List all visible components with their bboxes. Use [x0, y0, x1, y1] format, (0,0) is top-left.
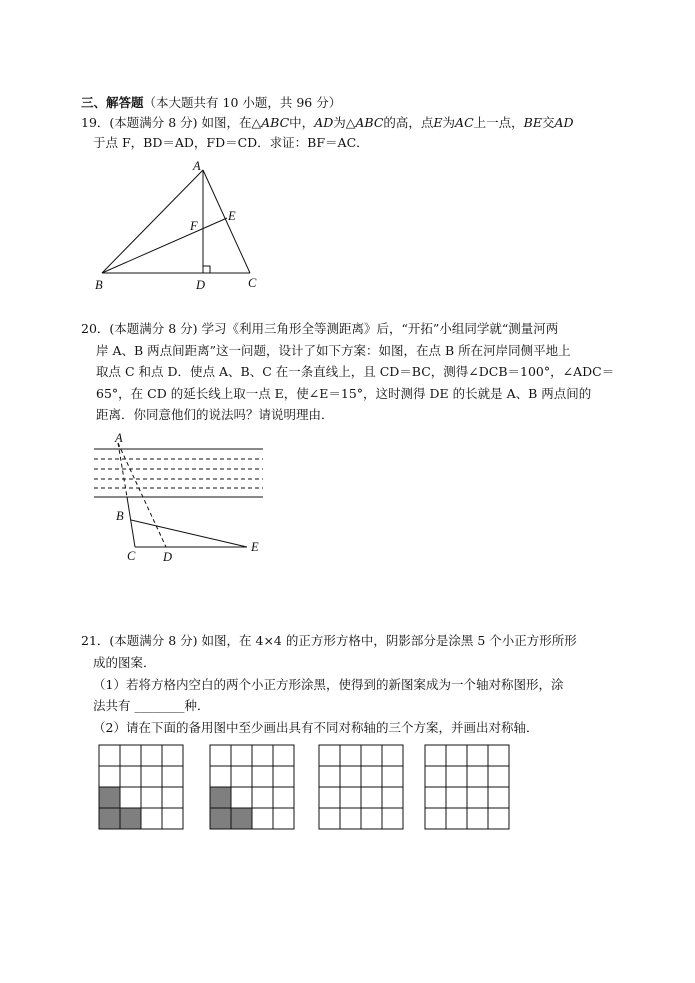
label-b: B — [95, 278, 103, 292]
q19-var: ABC — [355, 115, 384, 130]
grid-blank-1 — [319, 745, 403, 829]
grid-cell — [488, 787, 509, 808]
grid-cell — [210, 766, 231, 787]
grid-cell — [425, 787, 446, 808]
q19-var: BE — [523, 115, 542, 130]
q19-text: 交 — [541, 115, 555, 130]
grid-cell — [425, 808, 446, 829]
grid-cell — [361, 808, 382, 829]
grid-cell — [340, 745, 361, 766]
q19-var: AC — [455, 115, 474, 130]
label-c: C — [248, 276, 257, 290]
q19-var: ABC — [261, 115, 290, 130]
grid-cell — [252, 787, 273, 808]
grid-cell — [252, 766, 273, 787]
section-note: （本大题共有 10 小题，共 96 分） — [143, 95, 342, 110]
grid-cell — [446, 787, 467, 808]
grid-cell — [231, 787, 252, 808]
grid-cell — [446, 745, 467, 766]
segment-be — [131, 520, 247, 547]
grid-cell — [340, 766, 361, 787]
grid-cell — [273, 766, 294, 787]
grid-cell — [99, 745, 120, 766]
grid-cell-shaded — [231, 808, 252, 829]
grid-cell — [319, 745, 340, 766]
q19-line-2: 于点 F，BD＝AD，FD＝CD．求证：BF＝AC． — [93, 135, 369, 150]
grid-cell — [120, 766, 141, 787]
label-d: D — [196, 278, 206, 292]
q19-var: AD — [314, 115, 334, 130]
grid-cell-shaded — [210, 787, 231, 808]
grid-cell — [162, 766, 183, 787]
grid-cell — [425, 745, 446, 766]
grid-cell-shaded — [99, 787, 120, 808]
grid-svg — [319, 745, 403, 829]
grid-blank-2 — [425, 745, 509, 829]
grid-cell — [141, 745, 162, 766]
grid-original-2 — [210, 745, 294, 829]
grid-cell — [273, 745, 294, 766]
grid-cell — [319, 808, 340, 829]
grid-cell — [382, 787, 403, 808]
q20-line-4: 65°，在 CD 的延长线上取一点 E，使∠E＝15°，这时测得 DE 的长就是 A、B 两点间的 — [96, 386, 592, 401]
section-title: 三、解答题 — [81, 95, 144, 110]
q20-line-1: 20．(本题满分 8 分) 学习《利用三角形全等测距离》后，“开拓”小组同学就“测量河两 — [81, 321, 559, 336]
grid-cell-shaded — [210, 808, 231, 829]
label-a: A — [193, 159, 201, 173]
grid-svg — [210, 745, 294, 829]
label-f: F — [190, 219, 198, 233]
grid-cell — [340, 808, 361, 829]
grid-cell — [162, 745, 183, 766]
label-e: E — [251, 540, 259, 554]
grid-cell — [252, 808, 273, 829]
grid-svg — [99, 745, 183, 829]
grid-cell-shaded — [120, 808, 141, 829]
grid-cell — [252, 745, 273, 766]
grid-cell — [382, 745, 403, 766]
q21-line-1: 21．(本题满分 8 分) 如图，在 4×4 的正方形方格中，阴影部分是涂黑 5 个小正方形所形 — [81, 633, 577, 648]
label-b: B — [116, 509, 124, 523]
grid-cell — [162, 808, 183, 829]
grid-cell — [162, 787, 183, 808]
q19-text: 为 — [442, 115, 456, 130]
label-a: A — [115, 431, 123, 445]
grid-cell — [467, 808, 488, 829]
q21-part2: （2）请在下面的备用图中至少画出具有不同对称轴的三个方案，并画出对称轴． — [93, 720, 539, 735]
q20-line-3: 取点 C 和点 D．使点 A、B、C 在一条直线上，且 CD＝BC，测得∠DCB＝100°，∠ADC＝ — [96, 364, 615, 379]
grid-cell — [141, 808, 162, 829]
grid-cell — [488, 808, 509, 829]
segment-bc — [127, 497, 135, 547]
segment-ab — [118, 443, 127, 497]
grid-cell — [231, 745, 252, 766]
label-e: E — [228, 209, 236, 223]
q21-line-2: 成的图案． — [93, 655, 156, 670]
grid-cell — [446, 766, 467, 787]
grid-svg — [425, 745, 509, 829]
grid-cell — [361, 745, 382, 766]
q19-text: 为△ — [333, 115, 356, 130]
grid-cell — [382, 808, 403, 829]
grid-cell — [425, 766, 446, 787]
grid-cell — [141, 766, 162, 787]
grid-cell — [319, 766, 340, 787]
q19-text: 中， — [289, 115, 315, 130]
grid-cell-shaded — [99, 808, 120, 829]
label-d: D — [163, 550, 173, 564]
grid-cell — [210, 745, 231, 766]
grid-cell — [99, 766, 120, 787]
q21-part1-line-2: 法共有 ________种． — [93, 698, 210, 713]
grid-cell — [467, 787, 488, 808]
grid-cell — [361, 766, 382, 787]
grid-cell — [488, 745, 509, 766]
grid-cell — [467, 745, 488, 766]
grid-cell — [273, 808, 294, 829]
grid-cell — [340, 787, 361, 808]
grid-cell — [467, 766, 488, 787]
label-c: C — [127, 549, 136, 563]
grid-cell — [120, 787, 141, 808]
q19-var: AD — [554, 115, 574, 130]
grid-original-1 — [99, 745, 183, 829]
q20-line-2: 岸 A、B 两点间距离”这一问题，设计了如下方案：如图，在点 B 所在河岸同侧平地上 — [96, 343, 571, 358]
grid-cell — [231, 766, 252, 787]
grid-cell — [319, 787, 340, 808]
q21-part1-line-1: （1）若将方格内空白的两个小正方形涂黑，使得到的新图案成为一个轴对称图形，涂 — [93, 677, 564, 692]
grid-cell — [488, 766, 509, 787]
grid-cell — [446, 808, 467, 829]
q20-line-5: 距离．你同意他们的说法吗？请说明理由． — [96, 407, 334, 422]
grid-cell — [382, 766, 403, 787]
q19-var: E — [433, 115, 443, 130]
grid-cell — [273, 787, 294, 808]
q19-text: 19．(本题满分 8 分) 如图，在△ — [81, 115, 262, 130]
q19-text: 的高，点 — [383, 115, 434, 130]
grid-cell — [141, 787, 162, 808]
grid-cell — [361, 787, 382, 808]
q19-text: 上一点， — [473, 115, 524, 130]
grid-cell — [120, 745, 141, 766]
